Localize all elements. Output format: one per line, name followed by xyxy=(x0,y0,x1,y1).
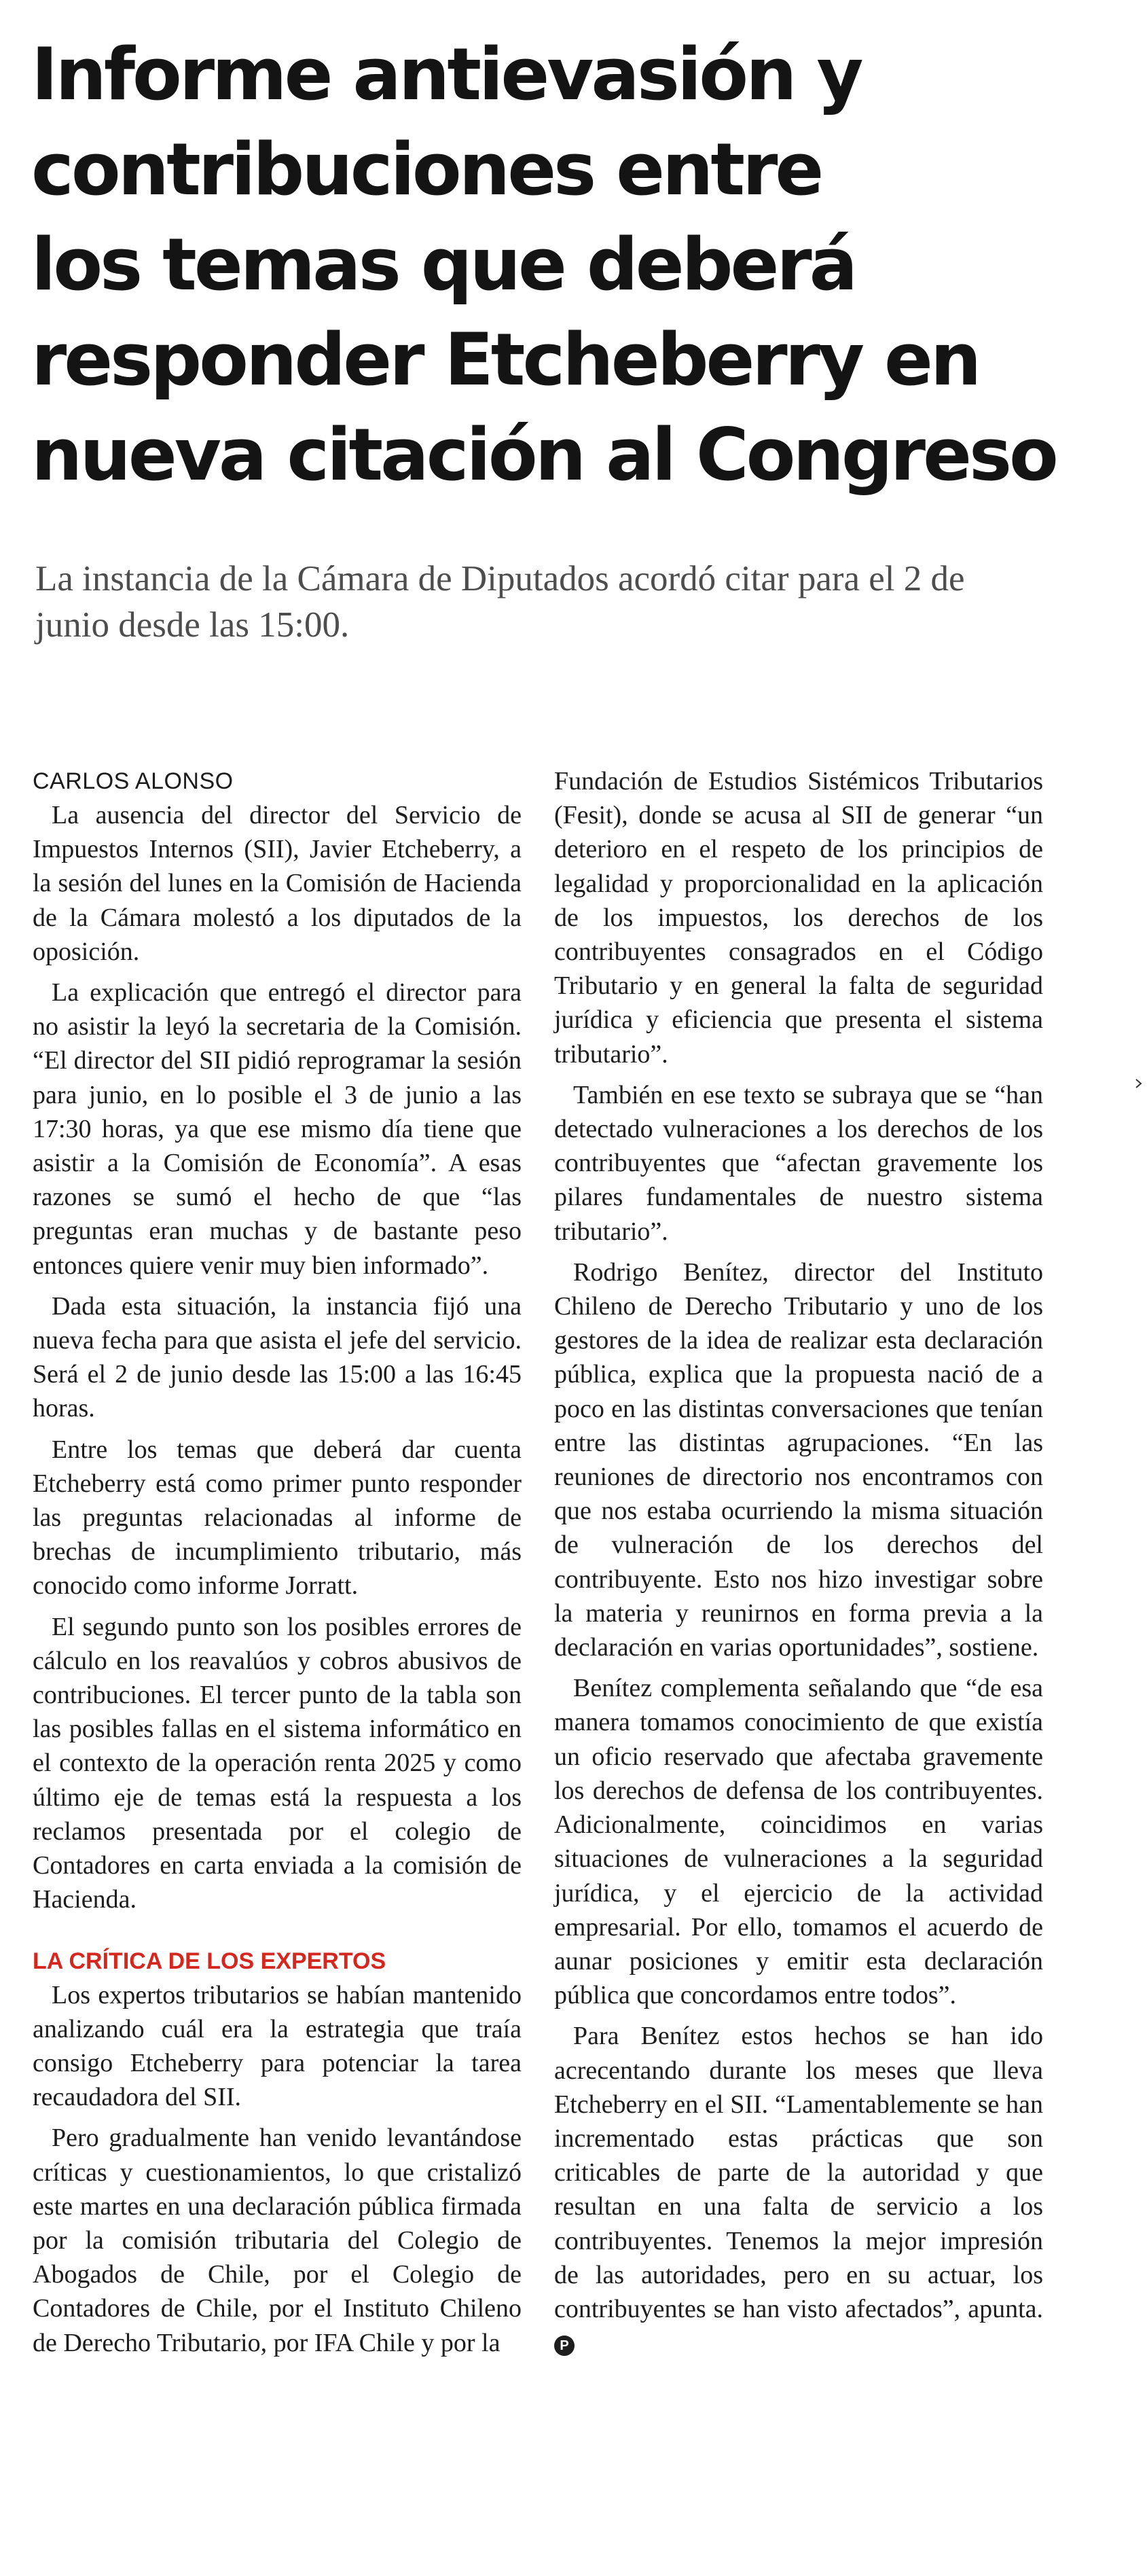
body-paragraph: Rodrigo Benítez, director del Instituto Chileno de Derecho Tributario y uno de los gestores de la idea de realizar esta declaración pública, explica que la propuesta nació de a poco en las distintas conversaciones que tenían entre las distintas agrupaciones. “En las reuniones de directorio nos encontramos con que nos estaba ocurriendo la misma situación de vulneración de los derechos del contribuyente. Esto nos hizo investigar sobre la materia y reunirnos en forma previa a la declaración en varias oportunidades”, sostiene. xyxy=(554,1257,1043,1662)
body-paragraph: El segundo punto son los posibles errores de cálculo en los reavalúos y cobros abusivos de contribuciones. El tercer punto de la tabla son las posibles fallas en el sistema informático en el contexto de la operación renta 2025 y como último eje de temas está la respuesta a los reclamos presentada por el colegio de Contadores en carta enviada a la comisión de Hacienda. xyxy=(33,1612,522,1914)
headline-line: contribuciones entre xyxy=(31,128,822,211)
headline xyxy=(31,27,1091,503)
body-paragraph: Los expertos tributarios se habían mantenido analizando cuál era la estrategia que traía consigo Etcheberry para potenciar la tarea recaudadora del SII. xyxy=(33,1980,522,2112)
article-column-left xyxy=(33,764,522,2367)
body-paragraph: La explicación que entregó el director para no asistir la leyó la secretaria de la Comisión. “El director del SII pidió reprogramar la sesión para junio, en lo posible el 3 de junio a las 17:30 horas, ya que ese mismo día tiene que asistir a la Comisión de Economía”. A esas razones se sumó el hecho de que “las preguntas eran muchas y de bastante peso entonces quiere venir muy bien informado”. xyxy=(33,978,522,1280)
body-paragraph: La ausencia del director del Servicio de Impuestos Internos (SII), Javier Etcheberry, a la sesión del lunes en la Comisión de Hacienda de la Cámara molestó a los diputados de la oposición. xyxy=(33,801,522,966)
byline: CARLOS ALONSO xyxy=(33,768,234,794)
deck-subtitle: La instancia de la Cámara de Diputados acordó citar para el 2 de junio desde las 15:00. xyxy=(35,559,965,645)
body-paragraph: Benítez complementa señalando que “de esa manera tomamos conocimiento de que existía un oficio reservado que afectaba gravemente los derechos de defensa de los contribuyentes. Adicionalmente, coincidimos en varias situaciones de vulneraciones a la seguridad jurídica, y el ejercicio de la actividad empresarial. Por ello, tomamos el acuerdo de aunar posiciones y emitir esta declaración pública que concordamos entre todos”. xyxy=(554,1674,1043,2010)
headline-line: los temas que deberá xyxy=(31,223,856,306)
body-paragraph: Entre los temas que deberá dar cuenta Etcheberry está como primer punto responder las preguntas relacionadas al informe de brechas de incumplimiento tributario, más conocido como informe Jorratt. xyxy=(33,1435,522,1600)
headline-line: nueva citación al Congreso xyxy=(31,413,1056,497)
headline-line: Informe antievasión y xyxy=(31,33,861,116)
body-paragraph: Dada esta situación, la instancia fijó una nueva fecha para que asista el jefe del servicio. Será el 2 de junio desde las 15:00 a las 16:45 horas. xyxy=(33,1291,522,1423)
article-column-right xyxy=(554,764,1043,2367)
body-paragraph: También en ese texto se subraya que se “han detectado vulneraciones a los derechos de los contribuyentes que “afectan gravemente los pilares fundamentales de nuestro sistema tributario”. xyxy=(554,1080,1043,1246)
chevron-right-icon[interactable] xyxy=(1134,1079,1144,1088)
body-paragraph: Pero gradualmente han venido levantándose críticas y cuestionamientos, lo que cristalizó este martes en una declaración pública firmada por la comisión tributaria del Colegio de Abogados de Chile, por el Colegio de Contadores de Chile, por el Instituto Chileno de Derecho Tributario, por IFA Chile y por la xyxy=(33,2124,522,2357)
end-of-article-icon: P xyxy=(554,2336,575,2356)
final-paragraph-text: Para Benítez estos hechos se han ido acrecentando durante los meses que lleva Etcheberry en el SII. “Lamentablemente se han incrementado estas prácticas que son criticables de parte de la autoridad y que resultan en una falta de servicio a los contribuyentes. Tenemos la mejor impresión de las autoridades, pero en su actuar, los contribuyentes se han visto afectados”, apunta. xyxy=(554,2022,1043,2323)
body-paragraph-continued: Fundación de Estudios Sistémicos Tributarios (Fesit), donde se acusa al SII de generar “un deterioro en el respeto de los principios de legalidad y proporcionalidad en la aplicación de los impuestos, los derechos de los contribuyentes consagrados en el Código Tributario y en general la falta de seguridad jurídica y eficiencia que presenta el sistema tributario”. xyxy=(554,767,1043,1069)
section-subhead: LA CRÍTICA DE LOS EXPERTOS xyxy=(33,1948,386,1974)
headline-line: responder Etcheberry en xyxy=(31,318,979,401)
body-paragraph-final xyxy=(554,2019,1043,2360)
